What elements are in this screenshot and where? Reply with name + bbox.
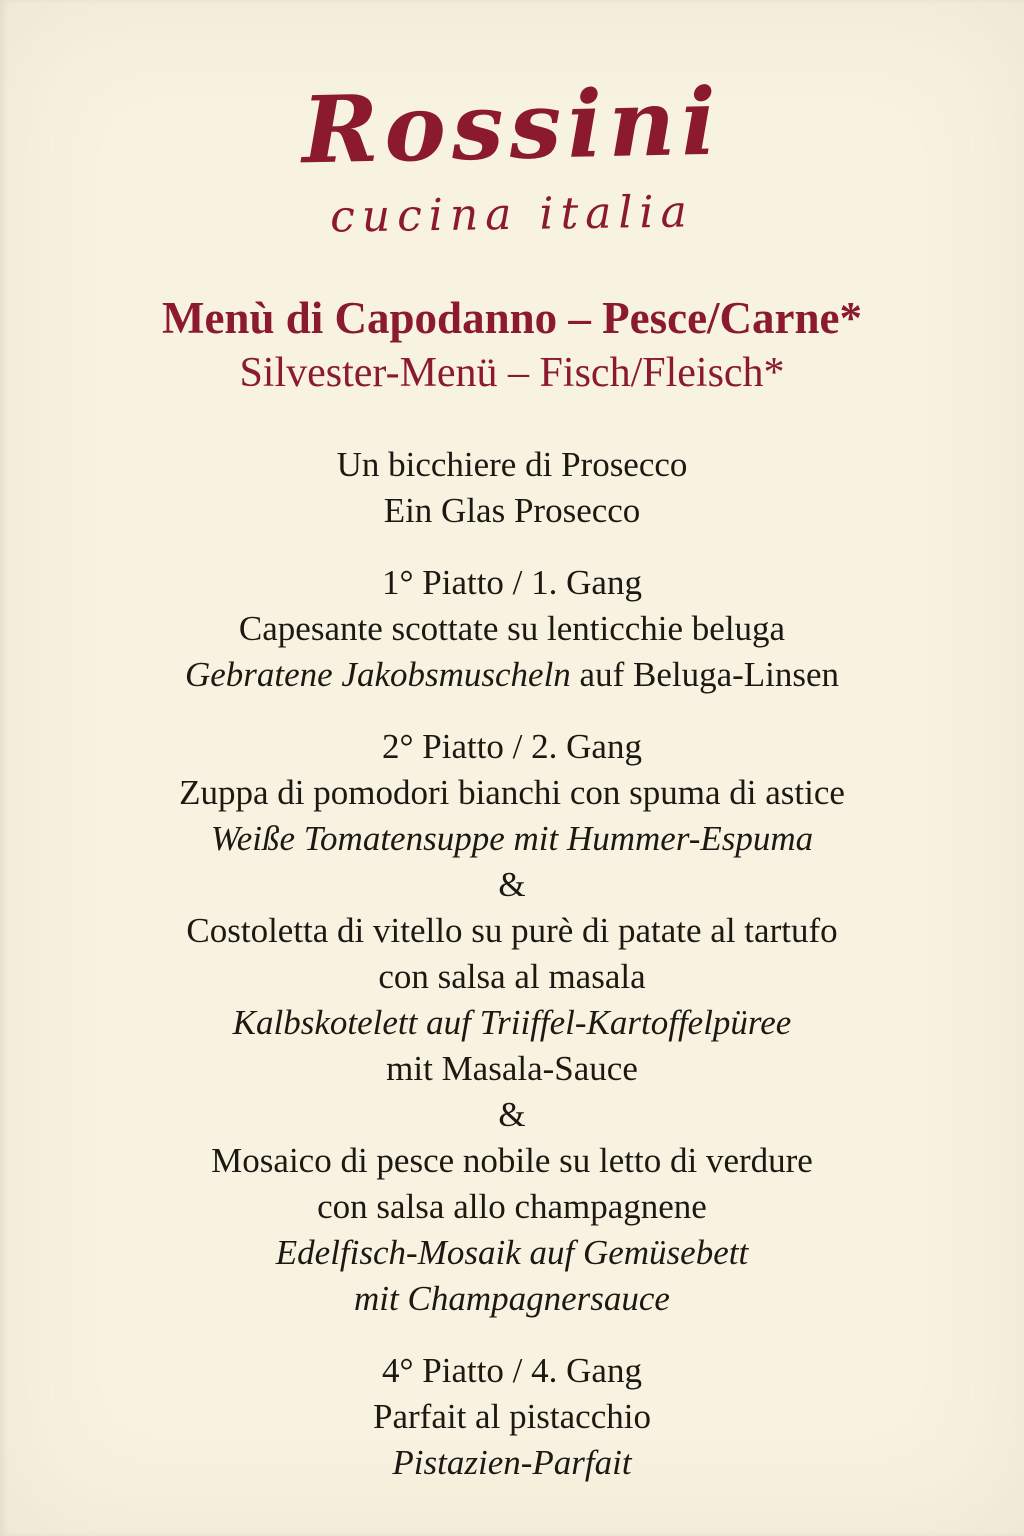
menu-line-text-italic: Pistazien-Parfait xyxy=(392,1443,632,1482)
restaurant-logo: Rossini xyxy=(300,67,724,185)
menu-line xyxy=(0,606,1024,652)
restaurant-tagline: cucina italia xyxy=(329,186,695,243)
course-heading: 1° Piatto / 1. Gang xyxy=(382,563,642,602)
menu-line-text-italic: Weiße Tomatensuppe mit Hummer-Espuma xyxy=(210,819,814,858)
menu-line-text: Costoletta di vitello su purè di patate al tartufo xyxy=(186,911,838,950)
menu-line-text: Un bicchiere di Prosecco xyxy=(336,445,688,484)
menu-title-block xyxy=(0,290,1024,400)
menu-line xyxy=(0,862,1024,908)
menu-line xyxy=(0,1138,1024,1184)
menu-line-text: & xyxy=(498,865,526,904)
menu-section xyxy=(0,442,1024,534)
menu-line-text: Ein Glas Prosecco xyxy=(383,491,641,530)
menu-line-text-italic: Kalbskotelett auf Triiffel-Kartoffelpüree xyxy=(232,1003,792,1042)
menu-line-text-italic: Gebratene Jakobsmuscheln xyxy=(184,655,580,694)
menu-line-text: Capesante scottate su lenticchie beluga xyxy=(238,609,786,648)
menu-line xyxy=(0,1184,1024,1230)
menu-line xyxy=(0,908,1024,954)
menu-line xyxy=(0,1394,1024,1440)
menu-line-text-italic: Edelfisch-Mosaik auf Gemüsebett xyxy=(275,1233,749,1272)
menu-line-text: Mosaico di pesce nobile su letto di verdure xyxy=(211,1141,813,1180)
menu-line-text-italic: mit Champagnersauce xyxy=(354,1279,670,1318)
menu-line-text: Zuppa di pomodori bianchi con spuma di astice xyxy=(179,773,845,812)
menu-title-italian: Menù di Capodanno – Pesce/Carne* xyxy=(161,293,863,343)
menu-line xyxy=(0,816,1024,862)
course-heading: 2° Piatto / 2. Gang xyxy=(382,727,642,766)
menu-line xyxy=(0,1276,1024,1322)
menu-line-text: auf Beluga-Linsen xyxy=(579,655,840,694)
menu-line xyxy=(0,442,1024,488)
menu-section xyxy=(0,1348,1024,1486)
menu-line xyxy=(0,652,1024,698)
menu-line-text: con salsa allo champagnene xyxy=(317,1187,707,1226)
menu-line-text: con salsa al masala xyxy=(378,957,646,996)
menu-line-text: & xyxy=(498,1095,526,1134)
menu-line xyxy=(0,488,1024,534)
menu-section xyxy=(0,560,1024,698)
menu-body xyxy=(0,442,1024,1486)
menu-line-text: Parfait al pistacchio xyxy=(373,1397,651,1436)
menu-line xyxy=(0,1046,1024,1092)
menu-line xyxy=(0,954,1024,1000)
menu-section xyxy=(0,724,1024,1322)
menu-line xyxy=(0,1440,1024,1486)
menu-line-text: mit Masala-Sauce xyxy=(386,1049,638,1088)
course-heading: 4° Piatto / 4. Gang xyxy=(382,1351,642,1390)
menu-line xyxy=(0,1092,1024,1138)
menu-line xyxy=(0,1230,1024,1276)
menu-line xyxy=(0,1000,1024,1046)
menu-title-german: Silvester-Menü – Fisch/Fleisch* xyxy=(239,350,785,396)
menu-line xyxy=(0,770,1024,816)
